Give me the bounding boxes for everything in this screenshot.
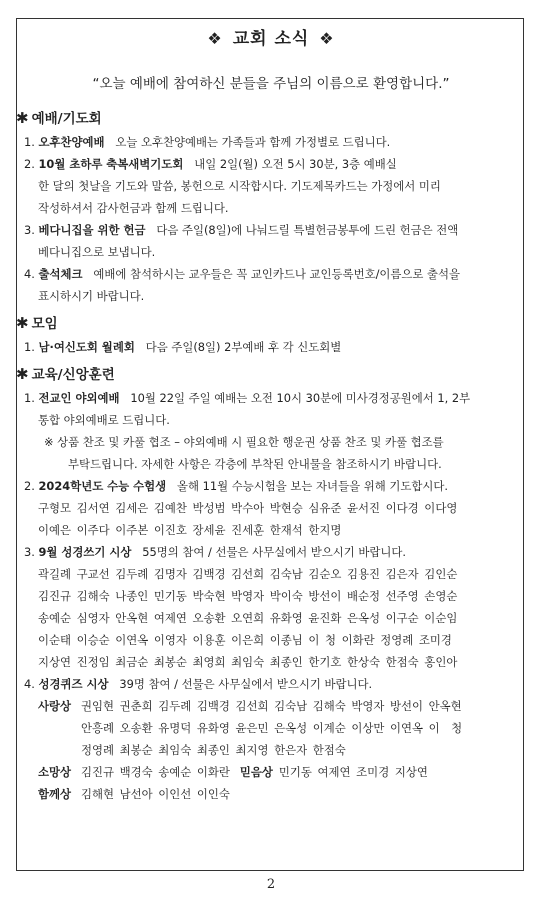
note-text: ※ 상품 찬조 및 카풀 협조 – 야외예배 시 필요한 행운권 상품 찬조 및 카풀 협조를 <box>44 435 444 449</box>
asterisk-icon: ✱ <box>16 314 29 332</box>
list-item: 1. 남·여신도회 월례회 다음 주일(8일) 2부예배 후 각 신도회별 <box>24 340 342 354</box>
list-item: 2. 10월 초하루 축복새벽기도회 내일 2일(월) 오전 5시 30분, 3층 예배실 <box>24 157 397 171</box>
name-list-line: 송예순 심영자 안옥현 여제연 오송환 오연희 유화영 윤진화 은옥성 이구순 이순임 <box>38 611 458 625</box>
list-item-continued: 표시하시기 바랍니다. <box>38 289 145 303</box>
list-item-continued: 한 달의 첫날을 기도와 말씀, 봉헌으로 시작합시다. 기도제목카드는 가정에서 미리 <box>38 179 441 193</box>
asterisk-icon: ✱ <box>16 109 29 127</box>
list-item-continued: 베다니집으로 보냅니다. <box>38 245 156 259</box>
list-item: 1. 전교인 야외예배 10월 22일 주일 예배는 오전 10시 30분에 미사경정공원에서 1, 2부 <box>24 391 471 405</box>
name-list-line: 권임현 권춘희 김두례 김백경 김선희 김숙남 김해숙 박영자 방선이 안옥현 <box>81 699 462 713</box>
name-list-line: 구형모 김서연 김세은 김예찬 박성범 박수아 박현승 심유준 윤서진 이다경 이다영 <box>38 501 458 515</box>
section-heading-meeting: ✱ 모임 <box>16 314 58 332</box>
name-list-line: 정영례 최봉순 최임숙 최종인 최지영 한은자 한점숙 <box>81 743 346 757</box>
name-list-line: 곽길례 구교선 김두례 김명자 김백경 김선희 김숙남 김순오 김용진 김은자 김인순 <box>38 567 458 581</box>
diamond-ornament-icon: ❖ <box>319 29 335 48</box>
diamond-ornament-icon: ❖ <box>207 29 223 48</box>
name-list-line: 지상연 진정임 최금순 최봉순 최영희 최임숙 최종인 한기호 한상숙 한점숙 홍인아 <box>38 655 458 669</box>
page-number: 2 <box>266 877 276 892</box>
list-item-continued: 작성하셔서 감사헌금과 함께 드립니다. <box>38 201 229 215</box>
name-list-line: 이순태 이승순 이연옥 이영자 이용훈 이은희 이종님 이 청 이화란 정영례 조미경 <box>38 633 452 647</box>
name-list-line: 이예은 이주다 이주본 이진호 장세윤 진세훈 한재석 한지명 <box>38 523 342 537</box>
name-list-line: 김진규 김해숙 나종인 민기동 박숙현 박영자 박이숙 방선이 배순정 선주영 손영순 <box>38 589 458 603</box>
list-item: 4. 성경퀴즈 시상 39명 참여 / 선물은 사무실에서 받으시기 바랍니다. <box>24 677 373 691</box>
list-item: 1. 오후찬양예배 오늘 오후찬양예배는 가족들과 함께 가정별로 드립니다. <box>24 135 391 149</box>
welcome-quote: “오늘 예배에 참여하신 분들을 주님의 이름으로 환영합니다.” <box>92 76 450 92</box>
section-heading-education: ✱ 교육/신앙훈련 <box>16 365 115 383</box>
award-label: 함께상 <box>38 787 72 801</box>
asterisk-icon: ✱ <box>16 365 29 383</box>
news-content <box>16 102 528 805</box>
name-list-line: 김해현 남선아 이인선 이인숙 <box>81 787 230 801</box>
award-hope-faith <box>16 761 528 783</box>
award-label: 사랑상 <box>38 699 72 713</box>
name-list-line: 김진규 백경숙 송예순 이화란 <box>81 765 230 779</box>
award-label: 믿음상 <box>239 765 273 779</box>
award-together <box>16 783 528 805</box>
list-item-continued: 통합 야외예배로 드립니다. <box>38 413 170 427</box>
list-item: 3. 베다니집을 위한 헌금 다음 주일(8일)에 나눠드릴 특별헌금봉투에 드린 헌금은 전액 <box>24 223 459 237</box>
page-title: ❖ 교회 소식 ❖ <box>207 29 335 49</box>
name-list-line: 민기동 여제연 조미경 지상연 <box>278 765 428 779</box>
name-list-line: 안흥례 오송환 유명덕 유화영 윤은민 은옥성 이계순 이상만 이연옥 이 청 <box>81 721 463 735</box>
note-text: 부탁드립니다. 자세한 사항은 각층에 부착된 안내물을 참조하시기 바랍니다. <box>68 457 442 471</box>
list-item: 3. 9월 성경쓰기 시상 55명의 참여 / 선물은 사무실에서 받으시기 바랍니다. <box>24 545 407 559</box>
award-label: 소망상 <box>38 765 72 779</box>
section-heading-worship: ✱ 예배/기도회 <box>16 109 102 127</box>
list-item: 2. 2024학년도 수능 수험생 올해 11월 수능시험을 보는 자녀들을 위해 기도합시다. <box>24 479 448 493</box>
award-love <box>16 695 528 761</box>
list-item: 4. 출석체크 예배에 참석하시는 교우들은 꼭 교인카드나 교인등록번호/이름으로 출석을 <box>24 267 461 281</box>
